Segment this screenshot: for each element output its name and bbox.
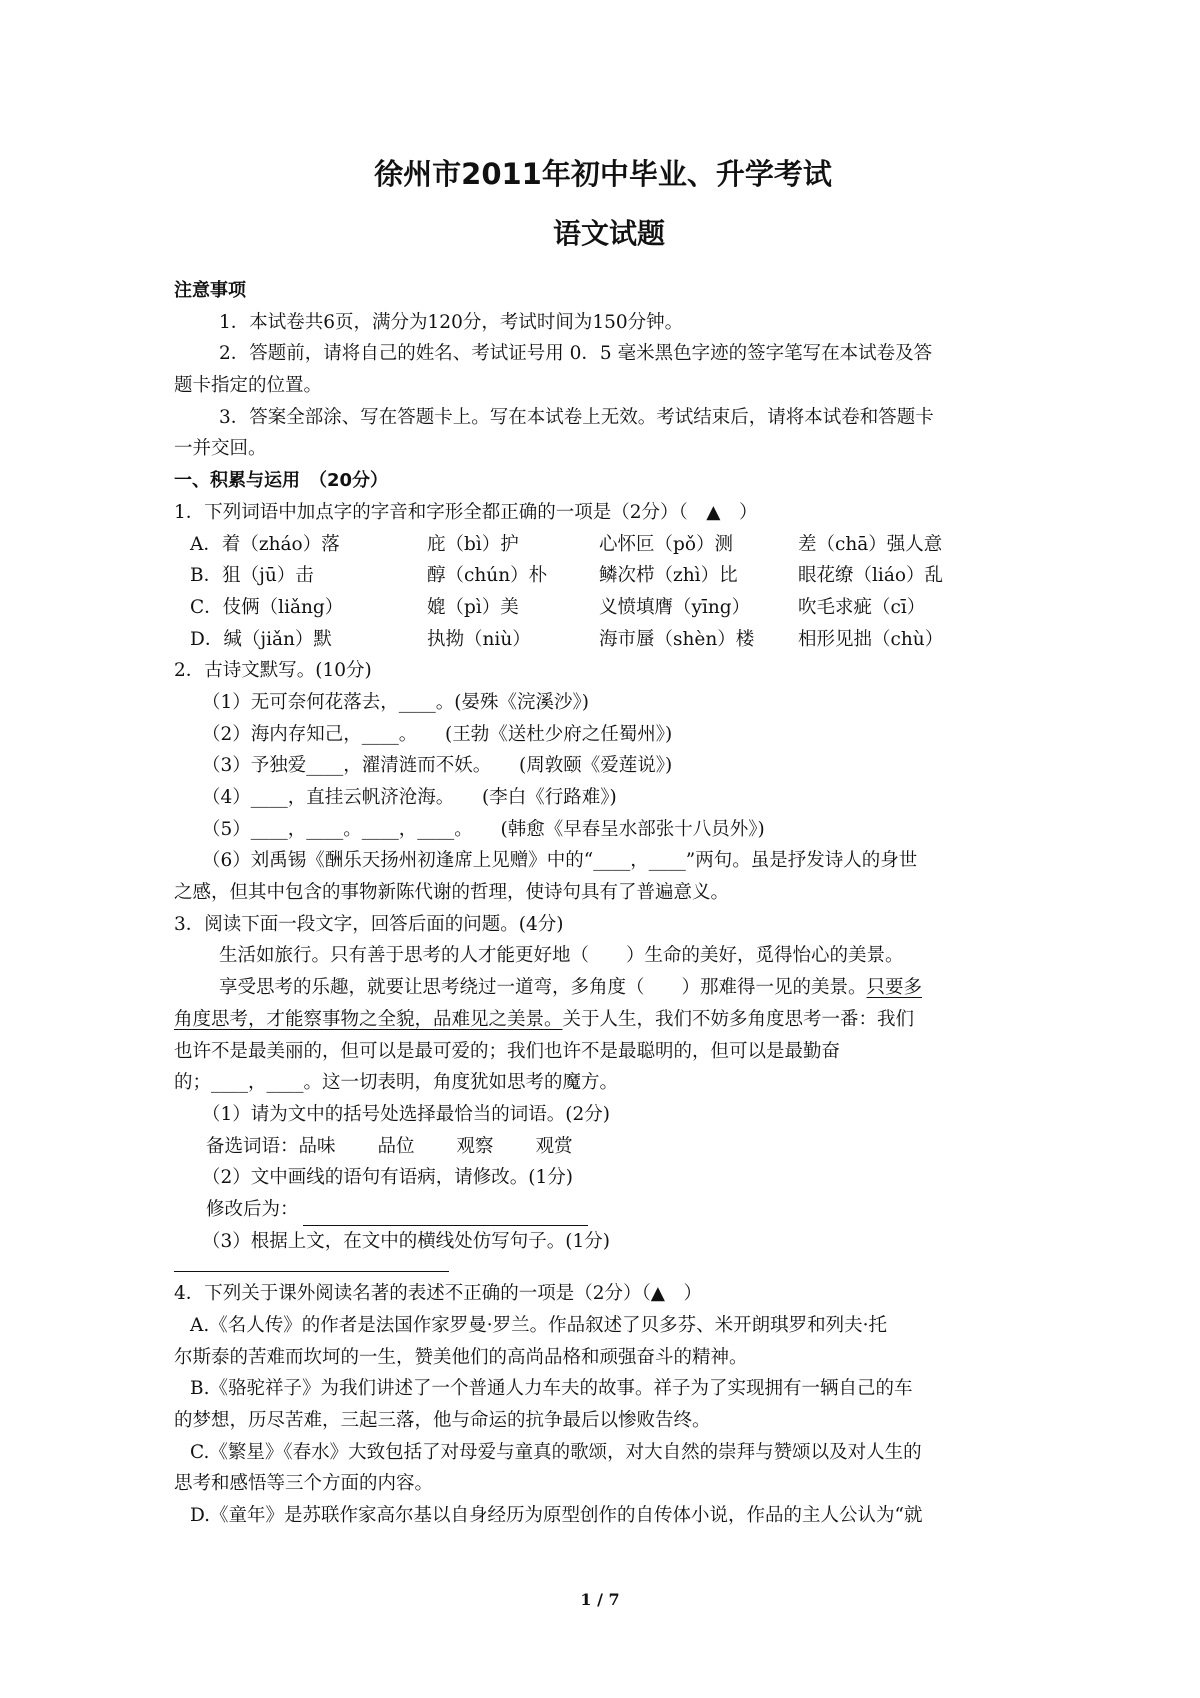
q4-option-a-2: 尔斯泰的苦难而坎坷的一生，赞美他们的高尚品格和顽强奋斗的精神。 bbox=[174, 1346, 748, 1368]
q2-item: （6）刘禹锡《酬乐天扬州初逢席上见赠》中的“____，____”两句。虽是抒发诗人的身世 bbox=[202, 850, 918, 872]
passage-text: 享受思考的乐趣，就要让思考绕过一道弯，多角度（ ）那难得一见的美景。 bbox=[219, 977, 867, 999]
option-cell: 庇（bì）护 bbox=[427, 533, 519, 555]
answer-blank-line bbox=[303, 1203, 588, 1226]
notice-line-1: 1．本试卷共6页，满分为120分，考试时间为150分钟。 bbox=[219, 311, 684, 333]
q2-item: （4）____，直挂云帆济沧海。 (李白《行路难》) bbox=[202, 787, 617, 808]
q3-passage-line-2 bbox=[174, 972, 1044, 1004]
option-cell: 差（chā）强人意 bbox=[798, 533, 943, 555]
underlined-sentence: 只要多 bbox=[866, 977, 923, 999]
option-cell: 吹毛求疵（cī） bbox=[798, 596, 926, 618]
option-cell: B．狙（jū）击 bbox=[190, 565, 314, 587]
option-cell: 义愤填膺（yīng） bbox=[599, 596, 751, 618]
passage-text: 关于人生，我们不妨多角度思考一番：我们 bbox=[562, 1008, 915, 1030]
q2-continuation: 之感，但其中包含的事物新陈代谢的哲理，使诗句具有了普遍意义。 bbox=[174, 882, 730, 904]
q3-subquestion-1: （1）请为文中的括号处选择最恰当的词语。(2分) bbox=[202, 1103, 610, 1125]
page-title: 徐州市2011年初中毕业、升学考试 bbox=[374, 157, 832, 191]
notice-line-3b: 一并交回。 bbox=[174, 438, 267, 460]
q2-item: （5）____，____。____，____。 (韩愈《早春呈水部张十八员外》) bbox=[202, 818, 765, 840]
answer-separator-line bbox=[174, 1257, 449, 1272]
option-cell: 醇（chún）朴 bbox=[427, 565, 548, 587]
q3-subquestion-3: （3）根据上文，在文中的横线处仿写句子。(1分) bbox=[202, 1230, 610, 1252]
word-choices-label: 备选词语： bbox=[206, 1135, 299, 1157]
q3-passage-line-1: 生活如旅行。只有善于思考的人才能更好地（ ）生命的美好，觅得怡心的美景。 bbox=[219, 945, 904, 967]
option-cell: C．伎俩（liǎng） bbox=[190, 596, 344, 618]
q2-stem: 2．古诗文默写。(10分) bbox=[174, 660, 372, 682]
q1-option-d bbox=[174, 624, 1044, 656]
q1-option-c bbox=[174, 592, 1044, 624]
q4-option-b-2: 的梦想，历尽苦难，三起三落，他与命运的抗争最后以惨败告终。 bbox=[174, 1410, 711, 1432]
option-cell: 相形见拙（chù） bbox=[798, 628, 944, 650]
q4-option-d-1: D.《童年》是苏联作家高尔基以自身经历为原型创作的自传体小说，作品的主人公认为“就 bbox=[190, 1505, 923, 1527]
q3-passage-line-4: 也许不是最美丽的，但可以是最可爱的；我们也许不是最聪明的，但可以是最勤奋 bbox=[174, 1040, 841, 1062]
q1-option-a bbox=[174, 529, 1044, 561]
notice-heading: 注意事项 bbox=[174, 280, 246, 301]
option-cell: D．缄（jiǎn）默 bbox=[190, 628, 332, 650]
q3-stem: 3．阅读下面一段文字，回答后面的问题。(4分) bbox=[174, 913, 564, 935]
q3-passage-line-5: 的；____，____。这一切表明，角度犹如思考的魔方。 bbox=[174, 1072, 619, 1094]
option-cell: 眼花缭（liáo）乱 bbox=[798, 565, 944, 587]
q1-option-b bbox=[174, 560, 1044, 592]
underlined-sentence: 角度思考，才能察事物之全貌，品难见之美景。 bbox=[174, 1008, 563, 1030]
exam-page bbox=[174, 150, 1044, 1532]
q4-option-a-1: A.《名人传》的作者是法国作家罗曼·罗兰。作品叙述了贝多芬、米开朗琪罗和列夫·托 bbox=[190, 1315, 888, 1336]
q4-option-b-1: B.《骆驼祥子》为我们讲述了一个普通人力车夫的故事。祥子为了实现拥有一辆自己的车 bbox=[190, 1378, 913, 1400]
word-choice: 品位 bbox=[377, 1135, 415, 1157]
option-cell: 海市蜃（shèn）楼 bbox=[599, 628, 755, 650]
section-heading: 一、积累与运用 （20分） bbox=[174, 470, 389, 492]
option-cell: 媲（pì）美 bbox=[427, 596, 519, 618]
q3-fix-line bbox=[174, 1194, 1044, 1226]
word-choice: 品味 bbox=[298, 1135, 336, 1157]
q4-stem: 4．下列关于课外阅读名著的表述不正确的一项是（2分）（▲ ） bbox=[174, 1283, 703, 1305]
q4-option-c-1: C.《繁星》《春水》大致包括了对母爱与童真的歌颂，对大自然的崇拜与赞颂以及对人生的 bbox=[190, 1441, 922, 1463]
notice-line-3a: 3．答案全部涂、写在答题卡上。写在本试卷上无效。考试结束后，请将本试卷和答题卡 bbox=[219, 406, 934, 428]
q2-item: （2）海内存知己，____。 (王勃《送杜少府之任蜀州》) bbox=[202, 723, 673, 745]
word-choice: 观察 bbox=[456, 1135, 494, 1157]
page-number: 1 / 7 bbox=[580, 1590, 620, 1609]
option-cell: 心怀叵（pǒ）测 bbox=[599, 533, 733, 555]
q3-subquestion-2: （2）文中画线的语句有语病，请修改。(1分) bbox=[202, 1167, 573, 1189]
q2-item: （1）无可奈何花落去，____。(晏殊《浣溪沙》) bbox=[202, 691, 589, 713]
option-cell: 鳞次栉（zhì）比 bbox=[599, 565, 738, 587]
option-cell: 执拗（niù） bbox=[427, 628, 531, 650]
q1-stem: 1．下列词语中加点字的字音和字形全都正确的一项是（2分）（ ▲ ） bbox=[174, 501, 758, 523]
option-cell: A．着（zháo）落 bbox=[190, 533, 340, 555]
page-subtitle: 语文试题 bbox=[552, 217, 665, 250]
q2-item: （3）予独爱____，濯清涟而不妖。 (周敦颐《爱莲说》) bbox=[202, 755, 673, 777]
q4-option-c-2: 思考和感悟等三个方面的内容。 bbox=[174, 1473, 434, 1495]
fix-label: 修改后为： bbox=[206, 1198, 299, 1220]
notice-line-2a: 2．答题前，请将自己的姓名、考试证号用 0．5 毫米黑色字迹的签字笔写在本试卷及答 bbox=[219, 343, 933, 365]
word-choice: 观赏 bbox=[535, 1135, 573, 1157]
notice-line-2b: 题卡指定的位置。 bbox=[174, 375, 323, 397]
q3-passage-line-3 bbox=[174, 1004, 1044, 1036]
q3-word-choices bbox=[174, 1131, 1044, 1163]
